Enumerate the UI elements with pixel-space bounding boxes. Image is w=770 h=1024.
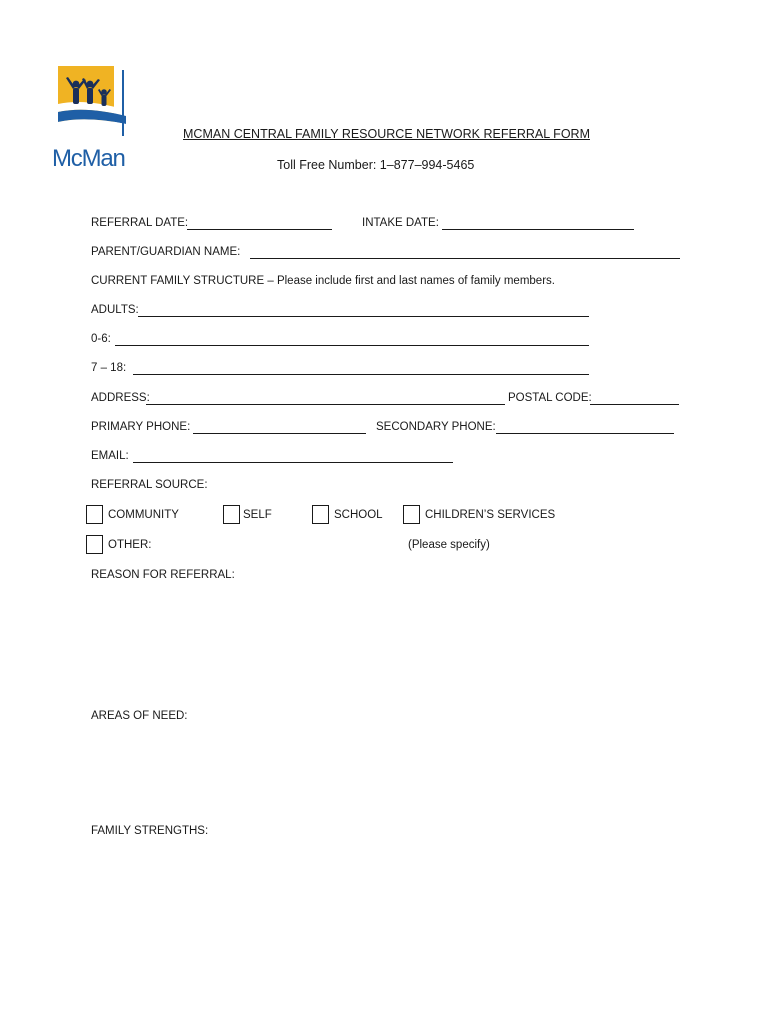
referral-date-label: REFERRAL DATE:	[91, 217, 189, 229]
address-field[interactable]	[146, 404, 505, 405]
adults-field[interactable]	[138, 316, 589, 317]
primary-phone-label: PRIMARY PHONE:	[91, 421, 191, 433]
postal-code-label: POSTAL CODE:	[508, 392, 592, 404]
secondary-phone-label: SECONDARY PHONE:	[376, 421, 496, 433]
adults-label: ADULTS:	[91, 304, 139, 316]
address-label: ADDRESS:	[91, 392, 150, 404]
areas-of-need-area[interactable]	[91, 727, 681, 817]
family-strengths-area[interactable]	[91, 842, 681, 992]
postal-code-field[interactable]	[590, 404, 679, 405]
intake-date-label: INTAKE DATE:	[362, 217, 439, 229]
referral-date-field[interactable]	[187, 229, 332, 230]
community-option-label: COMMUNITY	[108, 509, 179, 521]
school-checkbox[interactable]	[312, 505, 329, 524]
areas-of-need-heading: AREAS OF NEED:	[91, 710, 188, 722]
secondary-phone-field[interactable]	[496, 433, 674, 434]
reason-for-referral-heading: REASON FOR REFERRAL:	[91, 569, 235, 581]
age-0-6-label: 0-6:	[91, 333, 111, 345]
age-0-6-field[interactable]	[115, 345, 589, 346]
parent-guardian-field[interactable]	[250, 258, 680, 259]
age-7-18-field[interactable]	[133, 374, 589, 375]
reason-for-referral-area[interactable]	[91, 586, 681, 696]
family-structure-instruction: CURRENT FAMILY STRUCTURE – Please include first and last names of family members.	[91, 275, 555, 287]
age-7-18-label: 7 – 18:	[91, 362, 127, 374]
self-checkbox[interactable]	[223, 505, 240, 524]
community-checkbox[interactable]	[86, 505, 103, 524]
childrens-services-checkbox[interactable]	[403, 505, 420, 524]
form-title: MCMAN CENTRAL FAMILY RESOURCE NETWORK REFERRAL FORM	[183, 127, 590, 141]
childrens-services-option-label: CHILDREN’S SERVICES	[425, 509, 556, 521]
intake-date-field[interactable]	[442, 229, 634, 230]
other-option-label: OTHER:	[108, 539, 152, 551]
referral-source-label: REFERRAL SOURCE:	[91, 479, 208, 491]
other-checkbox[interactable]	[86, 535, 103, 554]
please-specify-note: (Please specify)	[408, 539, 490, 551]
mcman-logo-icon	[56, 64, 132, 140]
email-field[interactable]	[133, 462, 453, 463]
family-strengths-heading: FAMILY STRENGTHS:	[91, 825, 209, 837]
primary-phone-field[interactable]	[193, 433, 366, 434]
email-label: EMAIL:	[91, 450, 129, 462]
parent-guardian-label: PARENT/GUARDIAN NAME:	[91, 246, 241, 258]
toll-free-number: Toll Free Number: 1–877–994-5465	[277, 158, 475, 172]
logo-wordmark: McMan	[52, 145, 125, 172]
school-option-label: SCHOOL	[334, 509, 383, 521]
self-option-label: SELF	[243, 509, 272, 521]
